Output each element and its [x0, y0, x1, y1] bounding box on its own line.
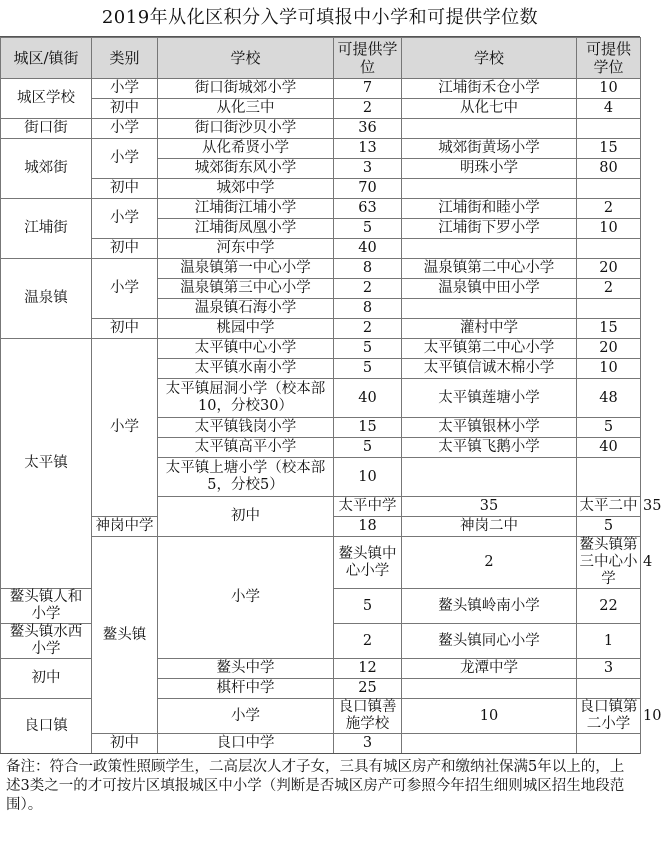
category-cell: 小学 — [92, 119, 158, 139]
table-row — [1, 339, 641, 359]
table-row — [1, 734, 641, 754]
school-cell: 明珠小学 — [402, 159, 577, 179]
quota-cell — [577, 299, 641, 319]
quota-cell — [577, 679, 641, 699]
school-cell — [402, 179, 577, 199]
school-cell: 城郊街东风小学 — [158, 159, 334, 179]
quota-cell: 10 — [402, 699, 577, 734]
school-cell: 从化七中 — [402, 99, 577, 119]
header-district: 城区/镇街 — [1, 38, 92, 79]
quota-cell: 36 — [334, 119, 402, 139]
category-cell: 初中 — [92, 239, 158, 259]
district-cell: 太平镇 — [1, 339, 92, 589]
school-cell: 城郊街黄场小学 — [402, 139, 577, 159]
district-cell: 城郊街 — [1, 139, 92, 199]
table-row — [1, 139, 641, 159]
school-cell: 太平镇钱岗小学 — [158, 418, 334, 438]
school-cell — [402, 239, 577, 259]
quota-cell: 5 — [334, 438, 402, 458]
school-cell: 河东中学 — [158, 239, 334, 259]
school-cell: 江埔街和睦小学 — [402, 199, 577, 219]
quota-cell: 2 — [577, 199, 641, 219]
district-cell: 江埔街 — [1, 199, 92, 259]
school-cell: 鳌头镇人和小学 — [1, 589, 92, 624]
category-cell: 初中 — [1, 659, 92, 699]
school-cell: 太平镇中心小学 — [158, 339, 334, 359]
quota-cell: 22 — [577, 589, 641, 624]
category-cell: 小学 — [158, 699, 334, 734]
school-cell: 鳌头镇第三中心小学 — [577, 537, 641, 589]
quota-cell: 3 — [334, 159, 402, 179]
category-cell: 小学 — [92, 339, 158, 517]
school-cell: 温泉镇第一中心小学 — [158, 259, 334, 279]
school-cell: 龙潭中学 — [402, 659, 577, 679]
quota-cell: 3 — [334, 734, 402, 754]
school-cell: 太平镇飞鹅小学 — [402, 438, 577, 458]
school-cell: 温泉镇第三中心小学 — [158, 279, 334, 299]
quota-cell: 10 — [577, 219, 641, 239]
quota-cell: 5 — [577, 418, 641, 438]
header-category: 类别 — [92, 38, 158, 79]
quota-cell: 40 — [577, 438, 641, 458]
quota-cell: 2 — [334, 279, 402, 299]
quota-cell: 5 — [334, 589, 402, 624]
table-row: 良口镇 小学 良口镇善施学校 10 良口镇第二小学 10 — [1, 699, 641, 734]
school-cell: 鳌头中学 — [158, 659, 334, 679]
quota-cell: 3 — [577, 659, 641, 679]
school-cell: 温泉镇中田小学 — [402, 279, 577, 299]
quota-cell: 2 — [334, 624, 402, 659]
school-cell: 街口街沙贝小学 — [158, 119, 334, 139]
school-cell: 江埔街凤凰小学 — [158, 219, 334, 239]
category-cell: 小学 — [92, 199, 158, 239]
district-cell: 温泉镇 — [1, 259, 92, 339]
category-cell: 小学 — [158, 537, 334, 659]
school-cell: 灌村中学 — [402, 319, 577, 339]
school-cell: 鳌头镇同心小学 — [402, 624, 577, 659]
school-cell — [402, 119, 577, 139]
quota-cell — [577, 239, 641, 259]
table-row — [1, 199, 641, 219]
quota-cell: 12 — [334, 659, 402, 679]
header-school-2: 学校 — [402, 38, 577, 79]
school-cell: 温泉镇第二中心小学 — [402, 259, 577, 279]
district-cell: 良口镇 — [1, 699, 92, 754]
school-cell: 鳌头镇岭南小学 — [402, 589, 577, 624]
header-school: 学校 — [158, 38, 334, 79]
quota-cell: 7 — [334, 79, 402, 99]
quota-cell: 8 — [334, 259, 402, 279]
quota-cell: 20 — [577, 259, 641, 279]
district-cell: 街口街 — [1, 119, 92, 139]
quota-cell: 35 — [402, 497, 577, 517]
table-row — [1, 319, 641, 339]
school-cell: 良口中学 — [158, 734, 334, 754]
school-cell: 神岗中学 — [92, 517, 158, 537]
quota-cell: 70 — [334, 179, 402, 199]
table-body — [1, 79, 661, 754]
category-cell: 初中 — [92, 179, 158, 199]
quota-cell: 2 — [577, 279, 641, 299]
school-cell: 太平镇第二中心小学 — [402, 339, 577, 359]
school-cell: 江埔街下罗小学 — [402, 219, 577, 239]
school-cell: 太平镇高平小学 — [158, 438, 334, 458]
quota-cell: 15 — [577, 319, 641, 339]
category-cell: 小学 — [92, 79, 158, 99]
category-cell: 初中 — [92, 319, 158, 339]
quota-cell: 10 — [334, 458, 402, 497]
school-cell: 城郊中学 — [158, 179, 334, 199]
quota-cell: 2 — [334, 319, 402, 339]
category-cell: 小学 — [92, 139, 158, 179]
quota-table — [0, 37, 661, 754]
header-quota-2: 可提供学位 — [577, 38, 641, 79]
quota-cell: 5 — [334, 219, 402, 239]
school-cell: 从化希贤小学 — [158, 139, 334, 159]
quota-cell: 1 — [577, 624, 641, 659]
quota-cell: 20 — [577, 339, 641, 359]
quota-cell: 40 — [334, 379, 402, 418]
quota-cell: 48 — [577, 379, 641, 418]
school-cell: 温泉镇石海小学 — [158, 299, 334, 319]
school-cell: 太平中学 — [334, 497, 402, 517]
school-cell: 太平镇莲塘小学 — [402, 379, 577, 418]
table-row: 鳌头镇 小学 鳌头镇中心小学 2 鳌头镇第三中心小学 4 — [1, 537, 641, 589]
quota-cell: 15 — [334, 418, 402, 438]
school-cell: 桃园中学 — [158, 319, 334, 339]
school-cell: 太平镇上塘小学（校本部5，分校5） — [158, 458, 334, 497]
quota-cell: 25 — [334, 679, 402, 699]
footnote: 备注：符合一政策性照顾学生，二高层次人才子女，三具有城区房产和缴纳社保满5年以上的，上述3类之一的才可按片区填报城区中小学（判断是否城区房产可参照今年招生细则城区招生地段范围）。 — [0, 753, 640, 819]
quota-cell: 18 — [334, 517, 402, 537]
header-row — [1, 38, 641, 79]
district-cell: 鳌头镇 — [92, 537, 158, 734]
category-cell: 初中 — [92, 99, 158, 119]
category-cell: 初中 — [158, 497, 334, 537]
school-cell: 太平镇屈洞小学（校本部10，分校30） — [158, 379, 334, 418]
quota-cell: 2 — [402, 537, 577, 589]
school-cell — [402, 458, 577, 497]
school-cell: 江埔街禾仓小学 — [402, 79, 577, 99]
quota-cell: 5 — [334, 339, 402, 359]
school-cell: 良口镇善施学校 — [334, 699, 402, 734]
school-cell: 太平镇信诚木棉小学 — [402, 359, 577, 379]
district-cell: 城区学校 — [1, 79, 92, 119]
school-cell — [402, 734, 577, 754]
school-cell: 良口镇第二小学 — [577, 699, 641, 734]
quota-cell: 5 — [334, 359, 402, 379]
school-cell: 太平镇银林小学 — [402, 418, 577, 438]
quota-cell — [577, 119, 641, 139]
quota-cell: 63 — [334, 199, 402, 219]
quota-cell — [577, 734, 641, 754]
school-cell: 鳌头镇中心小学 — [334, 537, 402, 589]
school-cell — [402, 679, 577, 699]
school-cell: 神岗二中 — [402, 517, 577, 537]
table-row — [1, 119, 641, 139]
quota-cell — [577, 458, 641, 497]
quota-cell: 80 — [577, 159, 641, 179]
quota-cell: 2 — [334, 99, 402, 119]
table-row — [1, 239, 641, 259]
school-cell: 街口街城郊小学 — [158, 79, 334, 99]
quota-cell: 10 — [577, 79, 641, 99]
school-cell: 从化三中 — [158, 99, 334, 119]
quota-cell: 5 — [577, 517, 641, 537]
quota-cell: 4 — [577, 99, 641, 119]
quota-cell: 15 — [577, 139, 641, 159]
school-cell: 太平二中 — [577, 497, 641, 517]
table-row: 初中 太平中学 35 太平二中 35 — [1, 497, 641, 517]
school-cell: 棋杆中学 — [158, 679, 334, 699]
category-cell: 初中 — [92, 734, 158, 754]
school-cell: 鳌头镇水西小学 — [1, 624, 92, 659]
page-title: 2019年从化区积分入学可填报中小学和可提供学位数 — [0, 0, 640, 37]
quota-cell: 8 — [334, 299, 402, 319]
table-row — [1, 259, 641, 279]
header-quota: 可提供学位 — [334, 38, 402, 79]
school-cell: 江埔街江埔小学 — [158, 199, 334, 219]
quota-cell: 10 — [577, 359, 641, 379]
category-cell: 小学 — [92, 259, 158, 319]
table-row — [1, 179, 641, 199]
school-cell: 太平镇水南小学 — [158, 359, 334, 379]
table-row — [1, 99, 641, 119]
quota-cell: 13 — [334, 139, 402, 159]
school-cell — [402, 299, 577, 319]
quota-cell — [577, 179, 641, 199]
table-row — [1, 79, 641, 99]
quota-cell: 40 — [334, 239, 402, 259]
